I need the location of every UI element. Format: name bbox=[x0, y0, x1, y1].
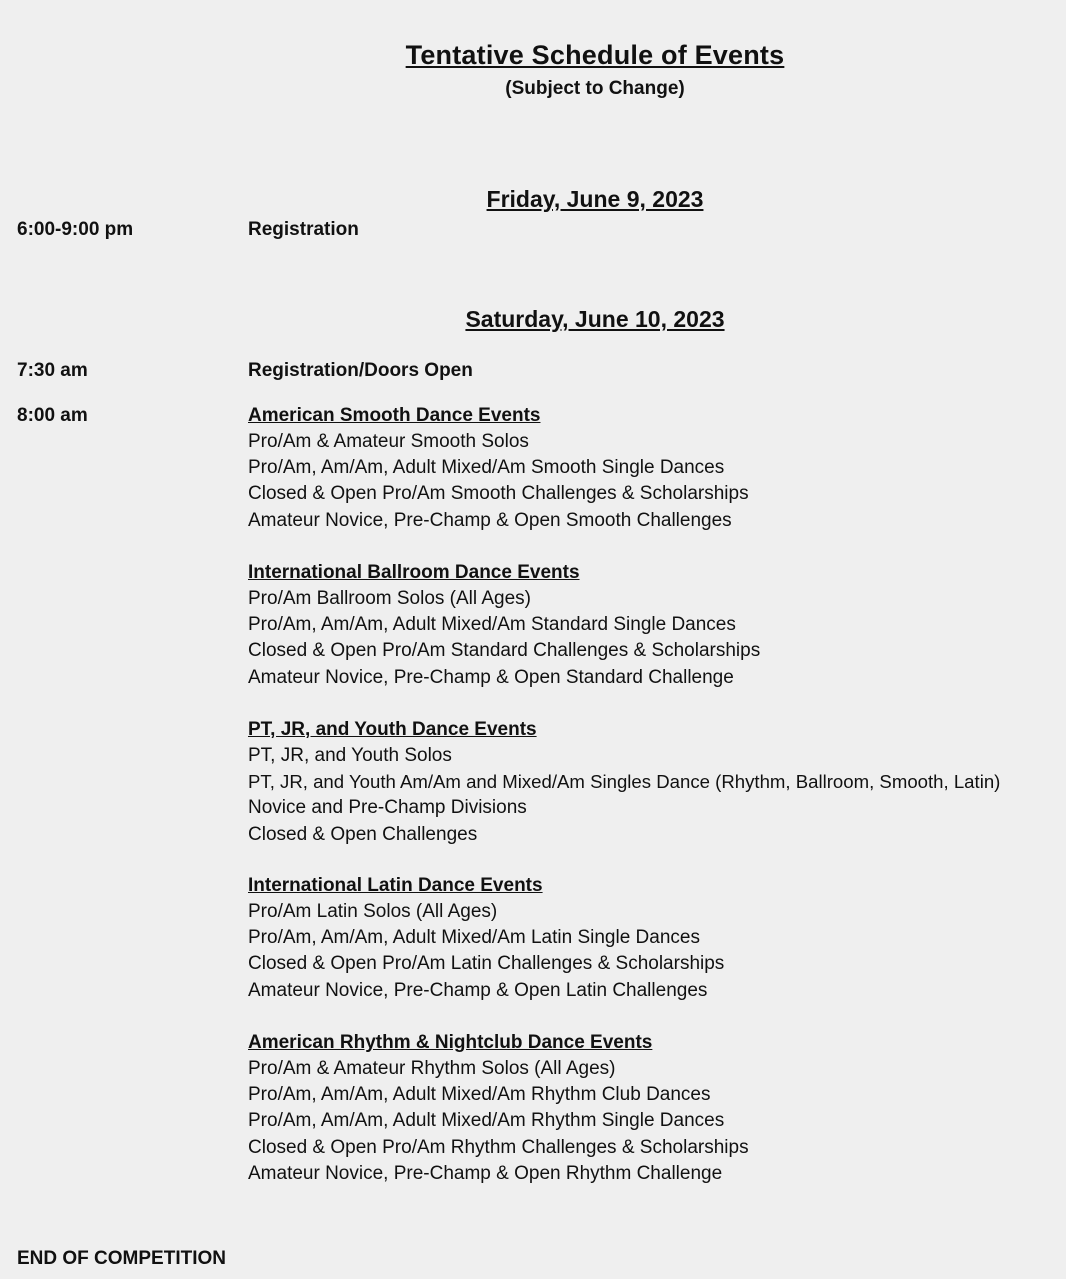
list-item: Pro/Am, Am/Am, Adult Mixed/Am Rhythm Single Dances bbox=[248, 1110, 725, 1132]
section-pt-jr-youth bbox=[248, 717, 1000, 848]
friday-date-heading: Friday, June 9, 2023 bbox=[486, 186, 704, 212]
page-title: Tentative Schedule of Events bbox=[405, 40, 785, 70]
list-item: PT, JR, and Youth Solos bbox=[248, 745, 452, 766]
section-american-smooth bbox=[248, 403, 749, 534]
list-item: Closed & Open Pro/Am Rhythm Challenges & Scholarships bbox=[248, 1136, 749, 1158]
list-item: PT, JR, and Youth Am/Am and Mixed/Am Singles Dance (Rhythm, Ballroom, Smooth, Latin) bbox=[248, 771, 1001, 793]
list-item: Pro/Am, Am/Am, Adult Mixed/Am Standard Single Dances bbox=[248, 614, 736, 636]
list-item: Pro/Am, Am/Am, Adult Mixed/Am Rhythm Club Dances bbox=[248, 1084, 711, 1106]
section-title: PT, JR, and Youth Dance Events bbox=[248, 719, 537, 740]
list-item: Pro/Am & Amateur Smooth Solos bbox=[248, 431, 529, 452]
list-item: Novice and Pre-Champ Divisions bbox=[248, 797, 527, 819]
section-title: American Smooth Dance Events bbox=[248, 405, 541, 426]
saturday-doors-time: 7:30 am bbox=[17, 360, 88, 381]
saturday-date-heading: Saturday, June 10, 2023 bbox=[465, 306, 725, 332]
list-item: Amateur Novice, Pre-Champ & Open Latin Challenges bbox=[248, 979, 708, 1001]
section-international-ballroom bbox=[248, 560, 760, 691]
saturday-events-time: 8:00 am bbox=[17, 405, 88, 426]
list-item: Pro/Am Ballroom Solos (All Ages) bbox=[248, 588, 531, 609]
list-item: Amateur Novice, Pre-Champ & Open Rhythm Challenge bbox=[248, 1162, 723, 1184]
list-item: Amateur Novice, Pre-Champ & Open Smooth Challenges bbox=[248, 509, 732, 531]
page-subtitle: (Subject to Change) bbox=[505, 78, 685, 99]
friday-registration-label: Registration bbox=[248, 219, 359, 240]
list-item: Pro/Am & Amateur Rhythm Solos (All Ages) bbox=[248, 1058, 616, 1079]
list-item: Pro/Am Latin Solos (All Ages) bbox=[248, 901, 498, 922]
list-item: Pro/Am, Am/Am, Adult Mixed/Am Smooth Single Dances bbox=[248, 457, 725, 479]
list-item: Closed & Open Pro/Am Latin Challenges & Scholarships bbox=[248, 953, 725, 975]
section-international-latin bbox=[248, 873, 724, 1004]
saturday-doors-label: Registration/Doors Open bbox=[248, 360, 473, 381]
list-item: Closed & Open Challenges bbox=[248, 823, 478, 845]
list-item: Closed & Open Pro/Am Standard Challenges & Scholarships bbox=[248, 640, 761, 662]
list-item: Pro/Am, Am/Am, Adult Mixed/Am Latin Single Dances bbox=[248, 927, 700, 949]
section-title: International Ballroom Dance Events bbox=[248, 562, 580, 583]
section-title: American Rhythm & Nightclub Dance Events bbox=[248, 1032, 653, 1053]
list-item: Amateur Novice, Pre-Champ & Open Standard Challenge bbox=[248, 666, 734, 688]
section-american-rhythm-nightclub bbox=[248, 1030, 749, 1187]
end-of-competition: END OF COMPETITION bbox=[17, 1248, 226, 1269]
section-title: International Latin Dance Events bbox=[248, 875, 543, 896]
friday-registration-time: 6:00-9:00 pm bbox=[17, 219, 134, 240]
list-item: Closed & Open Pro/Am Smooth Challenges & Scholarships bbox=[248, 483, 749, 505]
